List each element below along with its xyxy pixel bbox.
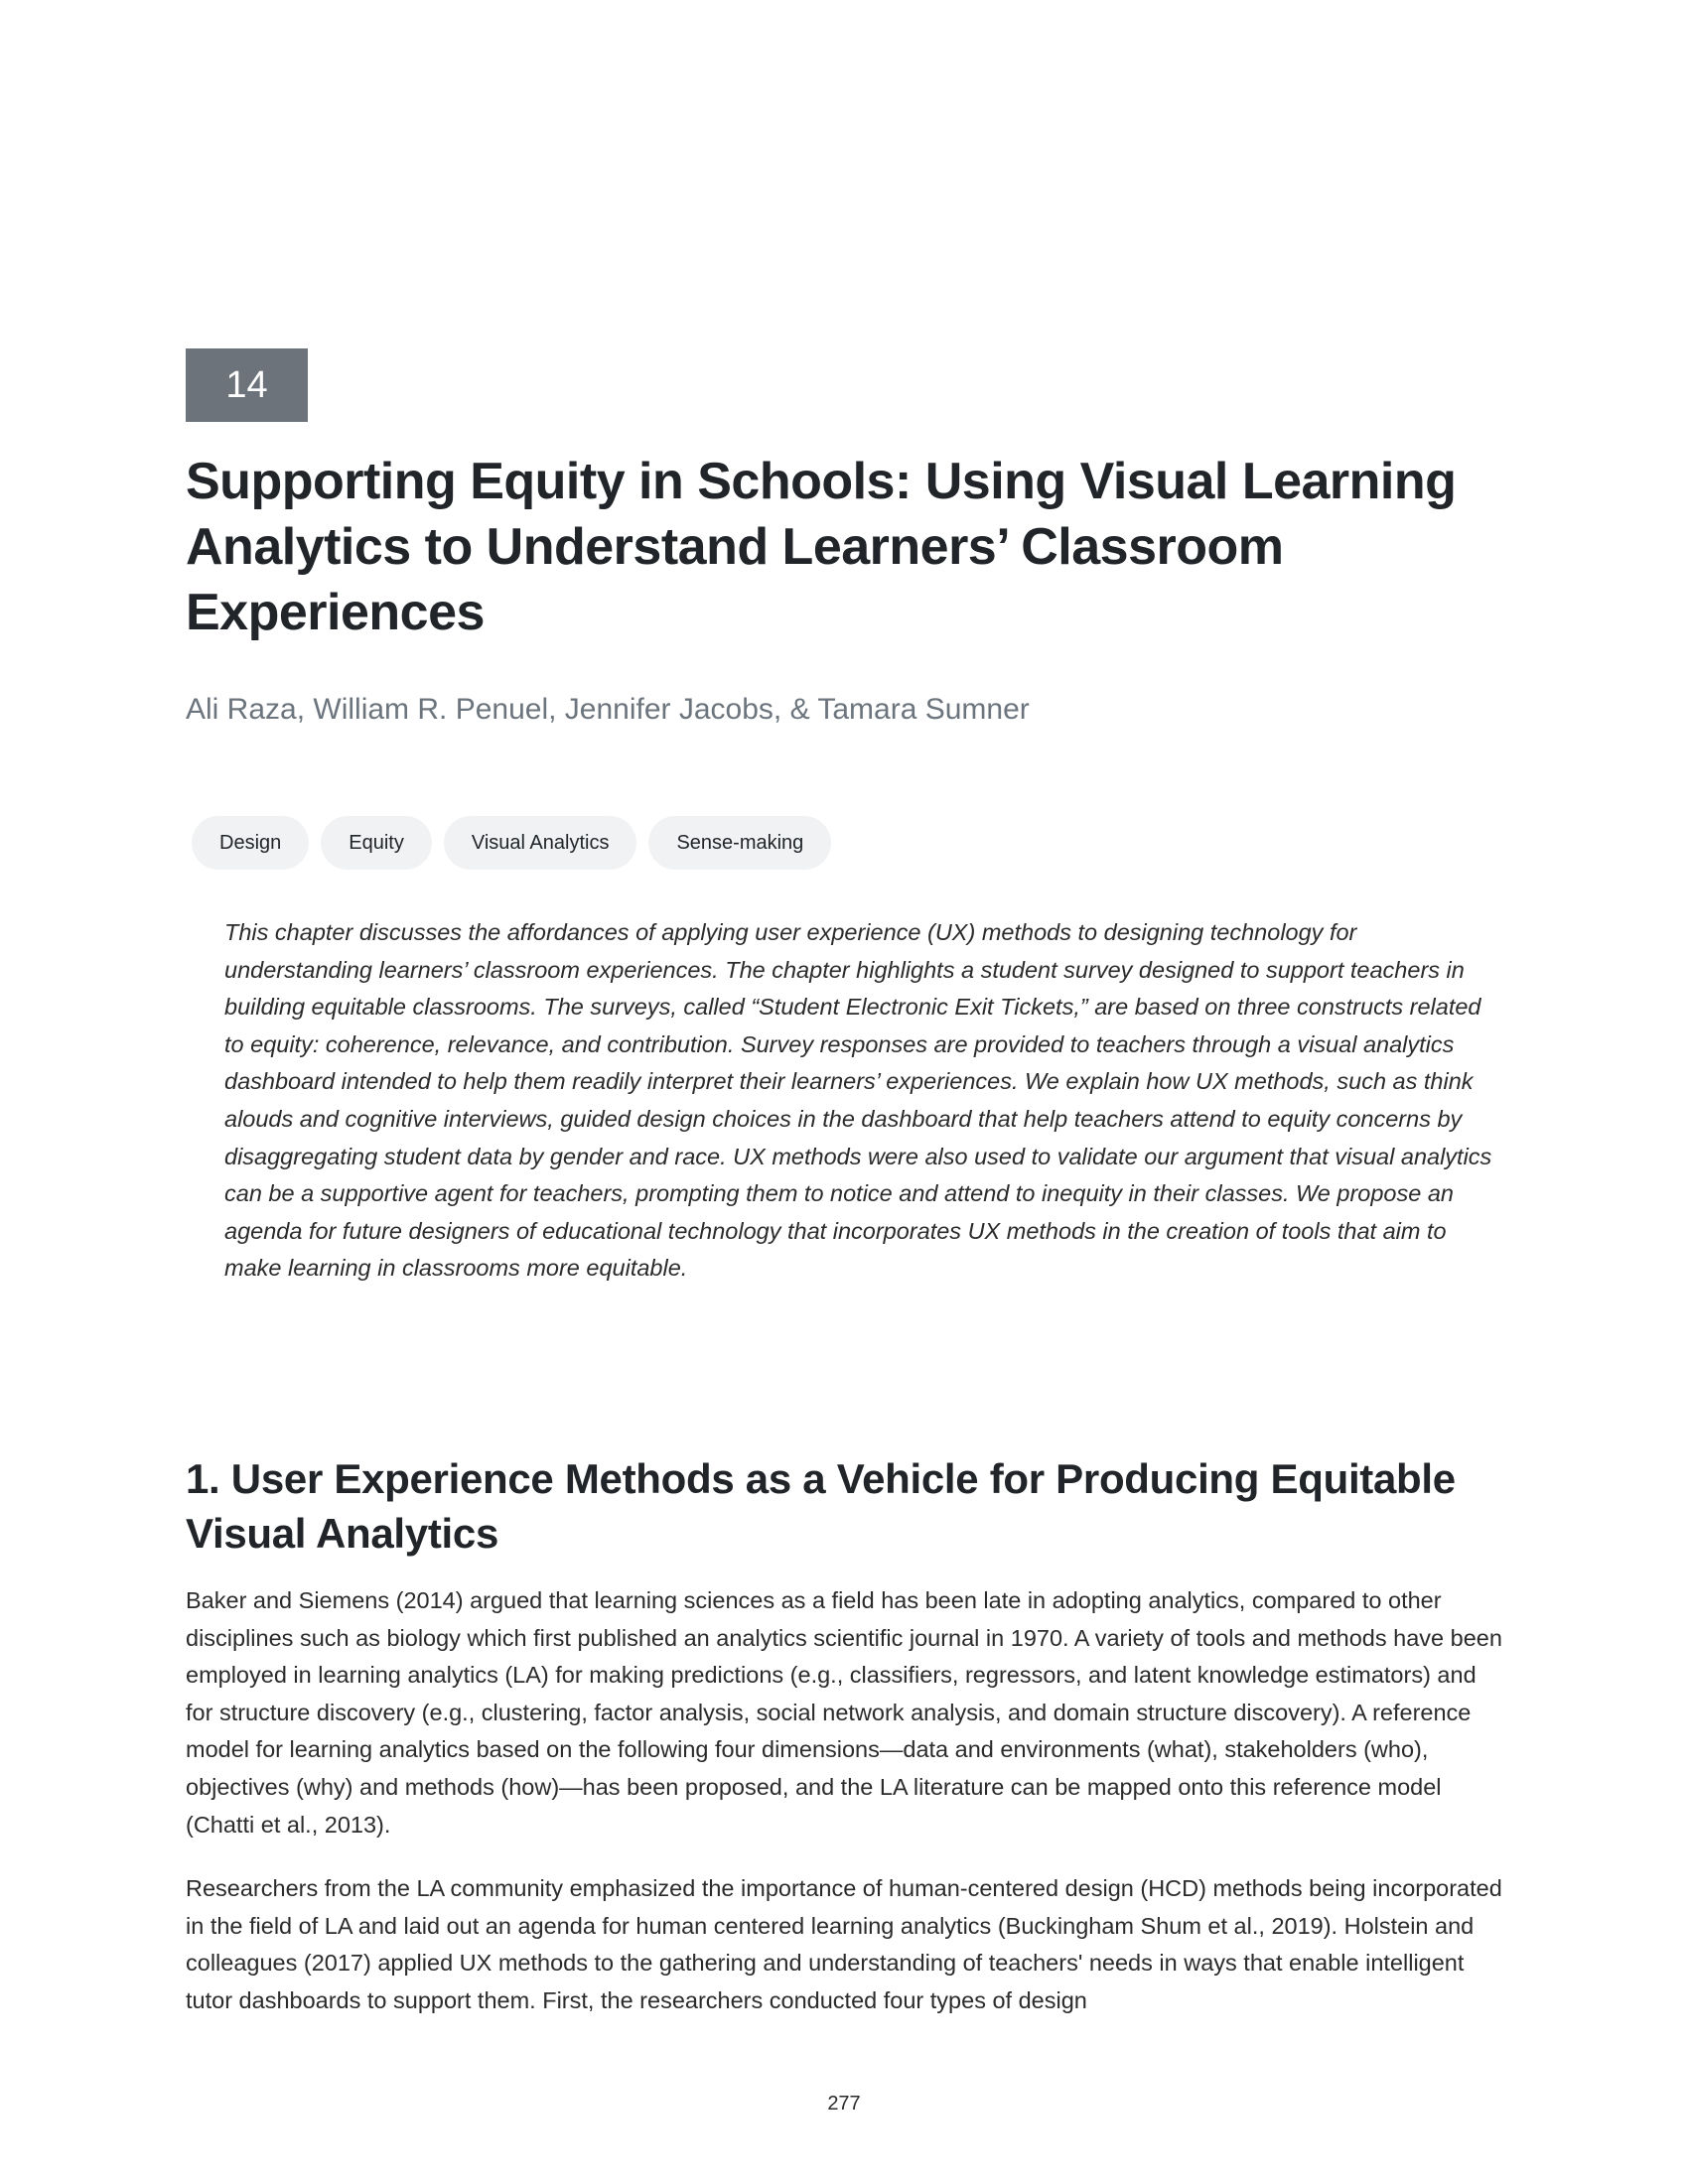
page-number: 277 [827,2093,861,2115]
chapter-abstract: This chapter discusses the affordances of applying user experience (UX) methods to designing technology for understanding learners’ classroom experiences. The chapter highlights a student survey designed to support teachers in building equitable classrooms. The surveys, called “Student Electronic Exit Tickets,” are based on three constructs related to equity: coherence, relevance, and contribution. Survey responses are provided to teachers through a visual analytics dashboard intended to help them readily interpret their learners’ experiences. We explain how UX methods, such as think alouds and cognitive interviews, guided design choices in the dashboard that help teachers attend to equity concerns by disaggregating student data by gender and race. UX methods were also used to validate our argument that visual analytics can be a supportive agent for teachers, prompting them to notice and attend to inequity in their classes. We propose an agenda for future designers of educational technology that incorporates UX methods in the creation of tools that aim to make learning in classrooms more equitable. [224,919,1492,1282]
body-paragraph: Baker and Siemens (2014) argued that learning sciences as a field has been late in adopting analytics, compared to other disciplines such as biology which first published an analytics scientific journal in 1970. A variety of tools and methods have been employed in learning analytics (LA) for making predictions (e.g., classifiers, regressors, and latent knowledge estimators) and for structure discovery (e.g., clustering, factor analysis, social network analysis, and domain structure discovery). A reference model for learning analytics based on the following four dimensions—data and environments (what), stakeholders (who), objectives (why) and methods (how)—has been proposed, and the LA literature can be mapped onto this reference model (Chatti et al., 2013). [186,1587,1502,1838]
body-paragraph: Researchers from the LA community emphasized the importance of human-centered design (HCD) methods being incorporated in the field of LA and laid out an agenda for human centered learning analytics (Buckingham Shum et al., 2019). Holstein and colleagues (2017) applied UX methods to the gathering and understanding of teachers' needs in ways that enable intelligent tutor dashboards to support them. First, the researchers conducted four types of design [186,1875,1502,2013]
chapter-number-badge: 14 [186,348,308,422]
tag-visual-analytics[interactable]: Visual Analytics [444,816,637,870]
chapter-title: Supporting Equity in Schools: Using Visual Learning Analytics to Understand Learners’ Classroom Experiences [186,453,1457,641]
section-heading: 1. User Experience Methods as a Vehicle for Producing Equitable Visual Analytics [186,1455,1456,1557]
tag-equity[interactable]: Equity [321,816,432,870]
tag-sense-making[interactable]: Sense-making [648,816,831,870]
keyword-tags [192,816,831,870]
chapter-authors: Ali Raza, William R. Penuel, Jennifer Jacobs, & Tamara Sumner [186,693,1030,726]
tag-design[interactable]: Design [192,816,309,870]
